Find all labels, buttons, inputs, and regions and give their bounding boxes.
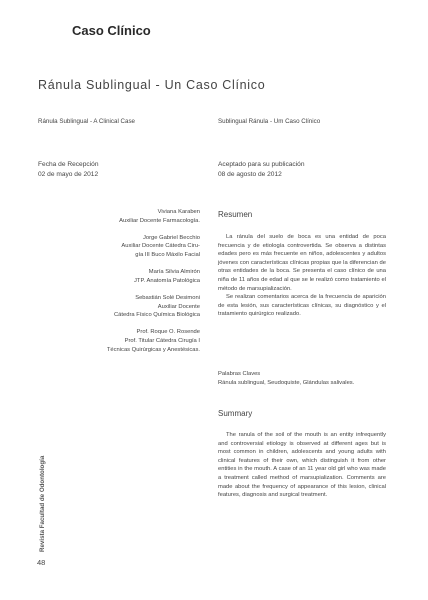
- author-role: Auxiliar Docente Cátedra Ciru-: [121, 243, 200, 250]
- accepted-date-block: [218, 160, 305, 179]
- author-role: Cátedra Físico Química Biológica: [113, 312, 200, 319]
- keywords-text: Ránula sublingual, Seudoquiste, Glándulas salivales.: [218, 379, 355, 386]
- author-entry: [95, 208, 200, 225]
- abstract-heading: Resumen: [218, 210, 253, 219]
- summary-paragraph: The ranula of the soil of the mouth is an entity infrequently and controversial etiology is observed at different ages but is most common in children, adolescents and young adults with clinical features of their own, which distinguish it from other entities in the mouth. A case of an 11 year old girl who was made a treatment called method of marsupialization. Comments are made about the frequency of appearance of this lesion, clinical features, diagnosis and surgical treatment.: [218, 432, 386, 499]
- author-name: Sebastián Solé Desimoni: [135, 294, 200, 301]
- author-name: Prof. Roque O. Rosende: [136, 329, 200, 336]
- english-title: Ránula Sublingual - A Clinical Case: [38, 118, 135, 125]
- author-entry: [95, 268, 200, 285]
- received-date-block: [38, 160, 98, 179]
- author-name: Jorge Gabriel Becchio: [142, 234, 200, 241]
- accepted-label: Aceptado para su publicación: [218, 161, 305, 168]
- author-name: María Silvia Almirón: [148, 269, 200, 276]
- abstract-paragraph: Se realizan comentarios acerca de la frecuencia de aparición de esta lesión, sus características clínicas, su diagnóstico y el tratamiento quirúrgico realizado.: [218, 294, 386, 318]
- journal-name: Revista Facultad de Odontología: [39, 455, 46, 552]
- abstract-body: [218, 233, 386, 319]
- article-title: Ránula Sublingual - Un Caso Clínico: [38, 78, 266, 92]
- author-role: Prof. Titular Cátedra Cirugía I: [124, 337, 200, 344]
- summary-heading: Summary: [218, 409, 253, 418]
- author-role: Técnicas Quirúrgicas y Anestésicas.: [106, 346, 200, 353]
- accepted-value: 08 de agosto de 2012: [218, 170, 282, 178]
- keywords-label: Palabras Claves: [218, 371, 261, 377]
- abstract-paragraph: La ránula del suelo de boca es una entidad de poca frecuencia y de etiología controvertida. Se observa a distintas edades pero es más frecuente en niños, adolescentes y adultos jóvenes con características clínicas propias que la diferencian de otras entidades de la boca. Se presenta el caso clínico de una niña de 11 años de edad al que se le realizó como tratamiento el método de marsupialización.: [218, 234, 386, 292]
- author-name: Viviana Karaben: [157, 209, 200, 215]
- author-role: Auxiliar Docente: [157, 303, 200, 310]
- author-role: Auxiliar Docente Farmacología.: [119, 217, 200, 224]
- section-label: Caso Clínico: [72, 23, 151, 38]
- author-role: JTP. Anatomía Patológica: [134, 277, 200, 284]
- author-entry: [95, 234, 200, 260]
- author-role: gía III Buco Máxilo Facial: [135, 251, 200, 258]
- keywords-block: [218, 370, 386, 387]
- author-entry: [95, 328, 200, 354]
- received-label: Fecha de Recepción: [38, 161, 99, 168]
- page-number: 48: [37, 558, 46, 567]
- author-list: [95, 208, 200, 363]
- summary-body: [218, 431, 386, 500]
- portuguese-title: Sublingual Ránula - Um Caso Clínico: [218, 118, 321, 125]
- author-entry: [95, 294, 200, 320]
- received-value: 02 de mayo de 2012: [38, 170, 99, 178]
